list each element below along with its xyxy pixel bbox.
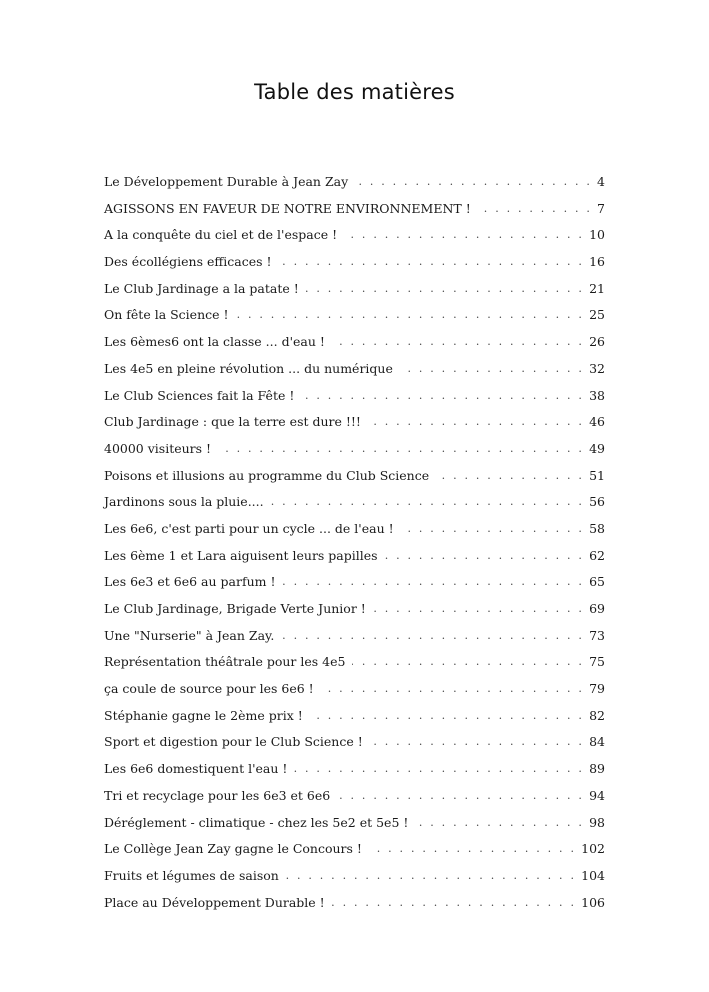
toc-entry[interactable] — [104, 574, 605, 601]
toc-entry-title: Poisons et illusions au programme du Club Science — [104, 468, 433, 483]
toc-entry-title: Les 6ème 1 et Lara aiguisent leurs papilles — [104, 548, 382, 563]
toc-entry-title: Les 6e6 domestiquent l'eau ! — [104, 761, 291, 776]
toc-entry[interactable] — [104, 174, 605, 201]
dot-leader — [332, 895, 576, 907]
toc-entry[interactable] — [104, 254, 605, 281]
dot-leader — [271, 494, 584, 506]
toc-entry[interactable] — [104, 788, 605, 815]
dot-leader — [415, 815, 584, 827]
toc-entry[interactable] — [104, 388, 605, 415]
toc-entry-page-number: 49 — [589, 440, 605, 456]
toc-entry-page-number: 38 — [589, 387, 605, 403]
dot-leader — [279, 254, 585, 266]
toc-entry-title: Jardinons sous la pluie.... — [104, 494, 268, 509]
dot-leader — [370, 734, 584, 746]
dot-leader — [355, 174, 592, 186]
toc-entry-title: ça coule de source pour les 6e6 ! — [104, 681, 318, 696]
dot-leader — [373, 601, 584, 613]
toc-entry-page-number: 58 — [589, 520, 605, 536]
toc-entry-page-number: 62 — [589, 547, 605, 563]
toc-entry-title: Stéphanie gagne le 2ème prix ! — [104, 708, 307, 723]
toc-entry-title: Place au Développement Durable ! — [104, 895, 329, 910]
toc-entry-page-number: 32 — [589, 360, 605, 376]
dot-leader — [294, 761, 584, 773]
toc-entry-title: AGISSONS EN FAVEUR DE NOTRE ENVIRONNEMENT ! — [104, 201, 475, 216]
toc-entry[interactable] — [104, 307, 605, 334]
toc-entry-page-number: 98 — [589, 814, 605, 830]
toc-entry-page-number: 82 — [589, 707, 605, 723]
toc-entry-page-number: 106 — [581, 894, 605, 910]
toc-entry[interactable] — [104, 468, 605, 495]
toc-entry-page-number: 21 — [589, 280, 605, 296]
toc-entry-page-number: 75 — [589, 654, 605, 670]
toc-entry-page-number: 89 — [589, 761, 605, 777]
dot-leader — [281, 628, 584, 640]
dot-leader — [352, 654, 584, 666]
toc-entry-page-number: 51 — [589, 467, 605, 483]
toc-entry-title: Les 6e6, c'est parti pour un cycle ... de l'eau ! — [104, 521, 398, 536]
toc-entry[interactable] — [104, 441, 605, 468]
dot-leader — [301, 388, 584, 400]
toc-entry-title: Le Club Jardinage a la patate ! — [104, 281, 303, 296]
toc-entry[interactable] — [104, 494, 605, 521]
toc-entry[interactable] — [104, 654, 605, 681]
toc-entry-page-number: 10 — [589, 227, 605, 243]
dot-leader — [369, 841, 576, 853]
toc-entry-page-number: 25 — [589, 307, 605, 323]
dot-leader — [368, 414, 584, 426]
toc-entry-title: Sport et digestion pour le Club Science ! — [104, 734, 367, 749]
dot-leader — [286, 868, 576, 880]
dot-leader — [385, 548, 585, 560]
toc-entry[interactable] — [104, 281, 605, 308]
dot-leader — [332, 334, 584, 346]
toc-entry[interactable] — [104, 895, 605, 922]
toc-entry-page-number: 16 — [589, 254, 605, 270]
toc-entry-page-number: 56 — [589, 494, 605, 510]
toc-entry[interactable] — [104, 334, 605, 361]
toc-entry-title: Des écollégiens efficaces ! — [104, 254, 276, 269]
toc-entry-title: Les 6e3 et 6e6 au parfum ! — [104, 574, 279, 589]
dot-leader — [321, 681, 584, 693]
toc-entry-title: Les 6èmes6 ont la classe ... d'eau ! — [104, 334, 329, 349]
toc-entry[interactable] — [104, 628, 605, 655]
toc-entry-page-number: 7 — [597, 200, 605, 216]
toc-entry[interactable] — [104, 414, 605, 441]
toc-entry[interactable] — [104, 681, 605, 708]
toc-entry-title: Une "Nurserie" à Jean Zay. — [104, 628, 278, 643]
dot-leader — [218, 441, 584, 453]
toc-entry-page-number: 4 — [597, 174, 605, 189]
toc-entry-page-number: 26 — [589, 334, 605, 350]
toc-entry[interactable] — [104, 734, 605, 761]
toc-entry[interactable] — [104, 815, 605, 842]
toc-entry-page-number: 79 — [589, 681, 605, 697]
toc-entry-page-number: 104 — [581, 867, 605, 883]
toc-entry-page-number: 102 — [581, 841, 605, 857]
toc-entry[interactable] — [104, 521, 605, 548]
dot-leader — [282, 574, 584, 586]
toc-entry[interactable] — [104, 601, 605, 628]
toc-entry[interactable] — [104, 868, 605, 895]
dot-leader — [400, 361, 584, 373]
toc-entry[interactable] — [104, 361, 605, 388]
toc-entry-page-number: 84 — [589, 734, 605, 750]
toc-entry-title: Déréglement - climatique - chez les 5e2 et 5e5 ! — [104, 815, 412, 830]
toc-entry-title: On fête la Science ! — [104, 307, 233, 322]
dot-leader — [310, 708, 584, 720]
toc-entry-page-number: 94 — [589, 787, 605, 803]
toc-entry[interactable] — [104, 761, 605, 788]
toc-entry[interactable] — [104, 548, 605, 575]
toc-entry-title: Les 4e5 en pleine révolution ... du numérique — [104, 361, 397, 376]
toc-entry-page-number: 46 — [589, 414, 605, 430]
table-of-contents — [104, 174, 605, 921]
toc-entry-page-number: 73 — [589, 627, 605, 643]
toc-entry-title: Le Développement Durable à Jean Zay — [104, 174, 352, 189]
dot-leader — [436, 468, 584, 480]
dot-leader — [344, 227, 584, 239]
toc-entry[interactable] — [104, 227, 605, 254]
toc-entry[interactable] — [104, 708, 605, 735]
dot-leader — [236, 307, 585, 319]
toc-entry-title: Le Collège Jean Zay gagne le Concours ! — [104, 841, 366, 856]
toc-entry-page-number: 69 — [589, 601, 605, 616]
dot-leader — [478, 201, 592, 213]
toc-entry-title: Le Club Sciences fait la Fête ! — [104, 388, 298, 403]
toc-entry-title: Représentation théâtrale pour les 4e5 — [104, 654, 349, 669]
toc-entry-page-number: 65 — [589, 574, 605, 590]
dot-leader — [401, 521, 584, 533]
toc-entry-title: Tri et recyclage pour les 6e3 et 6e6 — [104, 788, 334, 803]
toc-entry-title: Fruits et légumes de saison — [104, 868, 283, 883]
dot-leader — [306, 281, 584, 293]
toc-entry[interactable] — [104, 841, 605, 868]
toc-entry-title: 40000 visiteurs ! — [104, 441, 215, 456]
dot-leader — [337, 788, 584, 800]
toc-entry-title: Club Jardinage : que la terre est dure !!! — [104, 414, 365, 429]
toc-entry[interactable] — [104, 201, 605, 228]
page-title: Table des matières — [254, 80, 455, 104]
toc-entry-title: Le Club Jardinage, Brigade Verte Junior ! — [104, 601, 370, 616]
toc-entry-title: A la conquête du ciel et de l'espace ! — [104, 227, 341, 242]
